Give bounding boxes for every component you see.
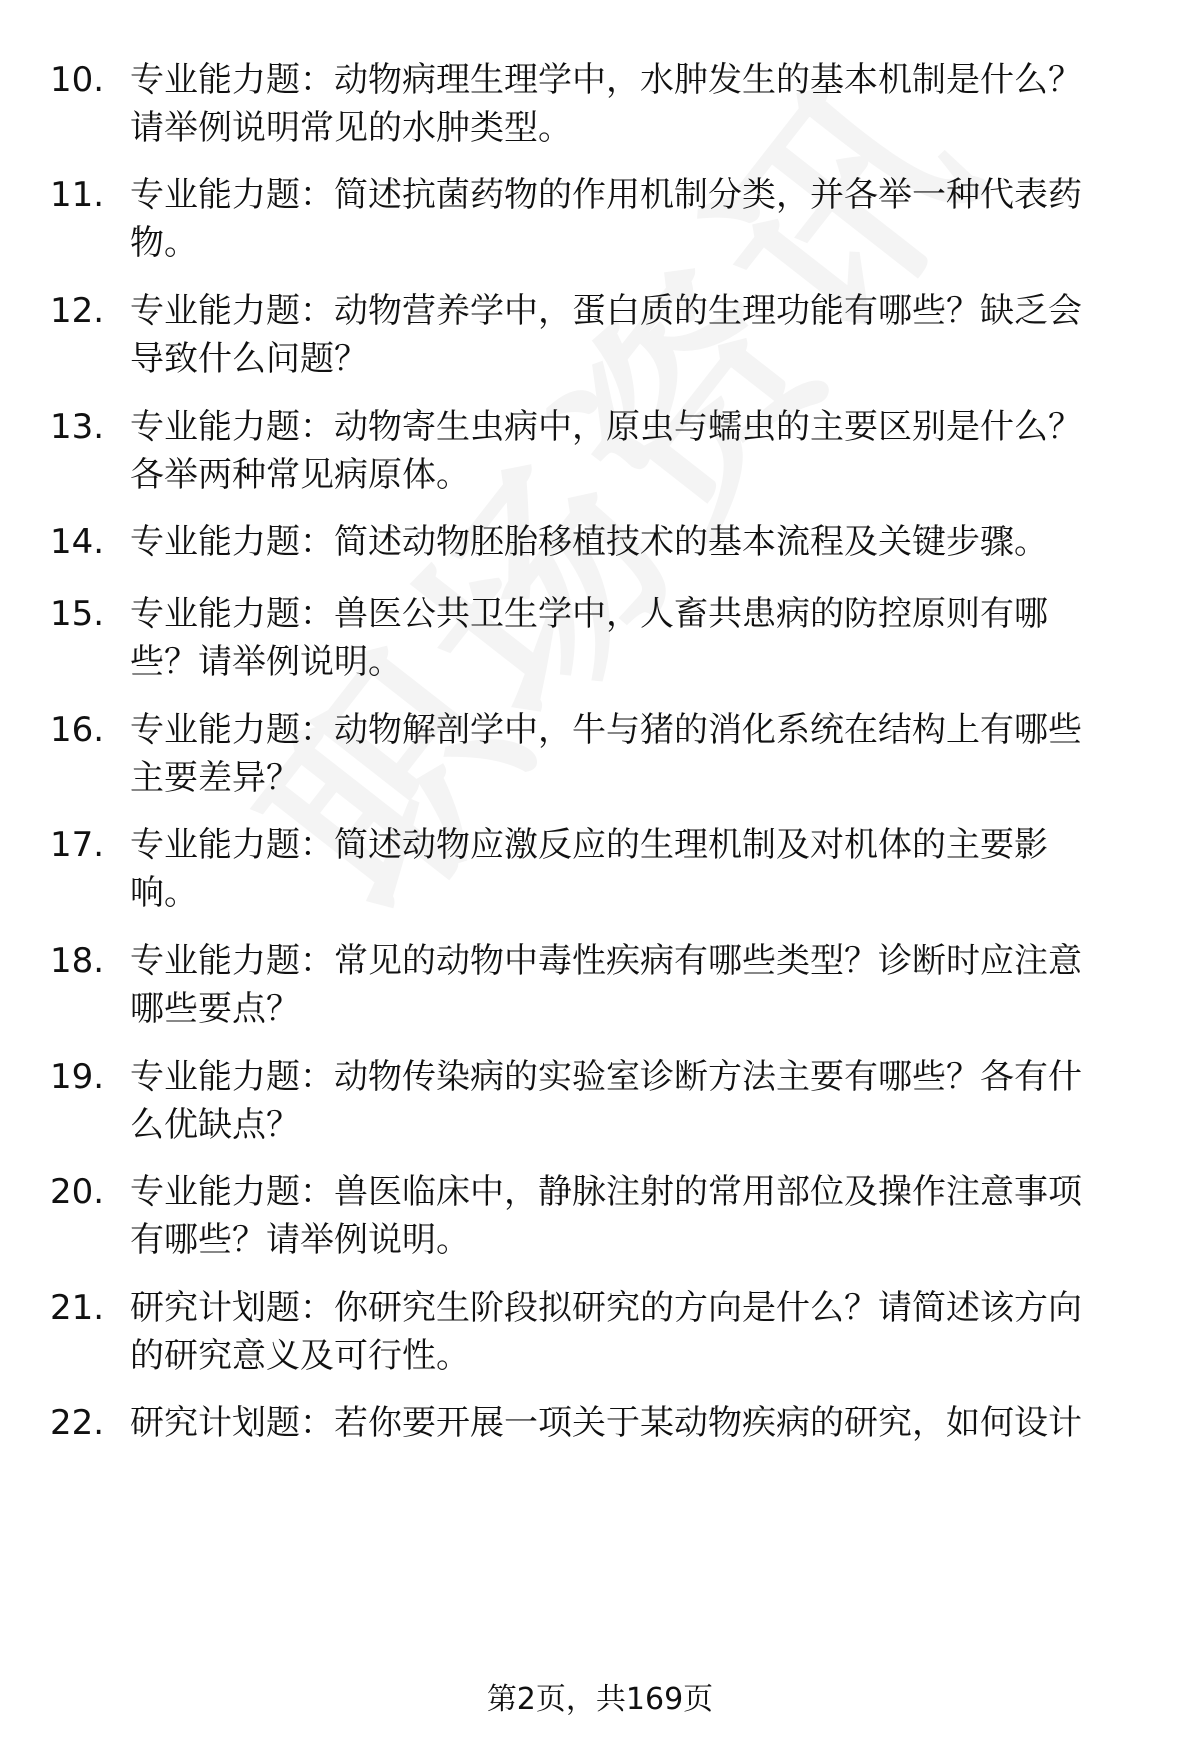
question-text (130, 171, 1140, 267)
question-line: 请举例说明常见的水肿类型。 (130, 108, 572, 148)
question-line: 哪些要点？ (130, 989, 300, 1029)
question-line: 各举两种常见病原体。 (130, 455, 470, 495)
question-number: 20. (50, 1172, 105, 1212)
question-line: 专业能力题：动物寄生虫病中，原虫与蠕虫的主要区别是什么？ (130, 407, 1082, 447)
question-line: 专业能力题：动物传染病的实验室诊断方法主要有哪些？各有什 (130, 1057, 1082, 1097)
question-text (130, 590, 1140, 686)
question-text (130, 518, 1140, 566)
question-line: 专业能力题：动物病理生理学中，水肿发生的基本机制是什么？ (130, 60, 1082, 100)
question-line: 专业能力题：动物营养学中，蛋白质的生理功能有哪些？缺乏会 (130, 291, 1082, 331)
question-text (130, 56, 1140, 152)
question-line: 导致什么问题？ (130, 339, 368, 379)
question-line: 专业能力题：简述抗菌药物的作用机制分类，并各举一种代表药 (130, 175, 1082, 215)
question-number: 14. (50, 522, 105, 562)
question-line: 专业能力题：简述动物应激反应的生理机制及对机体的主要影 (130, 825, 1048, 865)
question-number: 19. (50, 1057, 105, 1097)
question-number: 18. (50, 941, 105, 981)
question-text (130, 403, 1140, 499)
question-line: 的研究意义及可行性。 (130, 1336, 470, 1376)
question-number: 22. (50, 1403, 105, 1443)
question-text (130, 1053, 1140, 1149)
question-line: 响。 (130, 873, 198, 913)
question-line: 些？请举例说明。 (130, 642, 402, 682)
question-line: 研究计划题：你研究生阶段拟研究的方向是什么？请简述该方向 (130, 1288, 1082, 1328)
question-text (130, 287, 1140, 383)
question-text (130, 706, 1140, 802)
question-line: 专业能力题：兽医公共卫生学中，人畜共患病的防控原则有哪 (130, 594, 1048, 634)
question-number: 13. (50, 407, 105, 447)
question-line: 物。 (130, 223, 198, 263)
question-line: 专业能力题：常见的动物中毒性疾病有哪些类型？诊断时应注意 (130, 941, 1082, 981)
question-number: 17. (50, 825, 105, 865)
question-line: 专业能力题：简述动物胚胎移植技术的基本流程及关键步骤。 (130, 522, 1048, 562)
page-footer: 第2页，共169页 (486, 1682, 714, 1717)
question-text (130, 821, 1140, 917)
question-line: 专业能力题：兽医临床中，静脉注射的常用部位及操作注意事项 (130, 1172, 1082, 1212)
question-text (130, 1399, 1140, 1447)
question-number: 12. (50, 291, 105, 331)
question-number: 21. (50, 1288, 105, 1328)
question-text (130, 937, 1140, 1033)
question-line: 主要差异？ (130, 758, 300, 798)
question-line: 专业能力题：动物解剖学中，牛与猪的消化系统在结构上有哪些 (130, 710, 1082, 750)
question-text (130, 1284, 1140, 1380)
question-line: 研究计划题：若你要开展一项关于某动物疾病的研究，如何设计 (130, 1403, 1082, 1443)
question-line: 有哪些？请举例说明。 (130, 1220, 470, 1260)
question-number: 16. (50, 710, 105, 750)
question-text (130, 1168, 1140, 1264)
question-number: 10. (50, 60, 105, 100)
question-line: 么优缺点？ (130, 1105, 300, 1145)
question-number: 11. (50, 175, 105, 215)
question-number: 15. (50, 594, 105, 634)
